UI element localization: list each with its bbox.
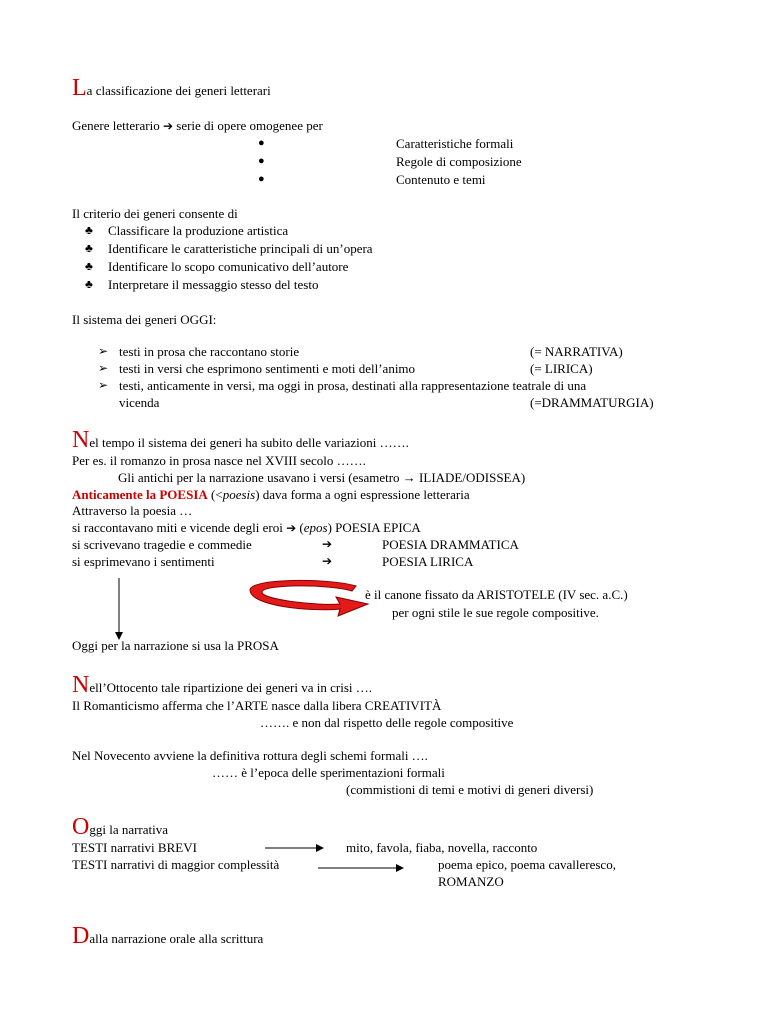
text-line: ……. e non dal rispetto delle regole compositive <box>260 715 514 730</box>
arrow-bullet-icon: ➢ <box>98 361 109 375</box>
genre-label: Genere letterario <box>72 118 160 133</box>
heading-text: a classificazione dei generi letterari <box>86 83 271 98</box>
list-item: testi in prosa che raccontano storie <box>119 344 300 359</box>
text-line: Nel Novecento avviene la definitiva rottura degli schemi formali …. <box>72 748 428 763</box>
text-line: poema epico, poema cavalleresco, <box>438 857 616 872</box>
right-arrow-icon: ➔ <box>162 119 174 133</box>
highlight-text: Anticamente la POESIA <box>72 487 208 502</box>
genre-tag: (=DRAMMATURGIA) <box>530 395 654 410</box>
text-fragment: (< <box>211 487 223 502</box>
text-line: Oggi per la narrazione si usa la PROSA <box>72 638 279 653</box>
genre-tag: (= LIRICA) <box>530 361 593 376</box>
text-line: POESIA LIRICA <box>382 554 474 569</box>
list-item: testi in versi che esprimono sentimenti e moti dell’animo <box>119 361 416 376</box>
right-arrow-icon: ➔ <box>322 554 333 568</box>
italic-term: poesis <box>222 487 256 502</box>
text-line: (commistioni di temi e motivi di generi diversi) <box>346 782 594 797</box>
club-bullet-icon: ♣ <box>85 259 93 273</box>
genre-definition: serie di opere omogenee per <box>176 118 323 133</box>
drop-cap: N <box>72 427 90 453</box>
list-item: Caratteristiche formali <box>396 136 514 151</box>
drop-cap: D <box>72 923 90 949</box>
text-line: mito, favola, fiaba, novella, racconto <box>346 840 538 855</box>
list-item-continuation: vicenda <box>119 395 160 410</box>
text-line: è il canone fissato da ARISTOTELE (IV sec. a.C.) <box>365 587 628 602</box>
club-bullet-icon: ♣ <box>85 241 93 255</box>
club-bullet-icon: ♣ <box>85 223 93 237</box>
arrow-bullet-icon: ➢ <box>98 378 109 392</box>
list-item: Identificare lo scopo comunicativo dell’autore <box>108 259 349 274</box>
bullet-dot-icon: ● <box>258 137 265 149</box>
text-line: per ogni stile le sue regole compositive. <box>392 605 599 620</box>
text-line: TESTI narrativi BREVI <box>72 840 197 855</box>
drop-cap: O <box>72 814 90 840</box>
system-intro: Il sistema dei generi OGGI: <box>72 312 217 327</box>
text-line: Attraverso la poesia … <box>72 503 193 518</box>
right-arrow-icon: ➔ <box>286 521 297 535</box>
italic-term: epos <box>303 520 328 535</box>
right-arrow-icon: ➔ <box>322 537 333 551</box>
text-line: TESTI narrativi di maggior complessità <box>72 857 280 872</box>
section-heading-scrittura <box>72 924 263 951</box>
bullet-dot-icon: ● <box>258 155 265 167</box>
section-heading-ottocento <box>72 673 372 700</box>
heading-text: ggi la narrativa <box>89 822 169 837</box>
list-item: Contenuto e temi <box>396 172 486 187</box>
list-item: Classificare la produzione artistica <box>108 223 289 238</box>
list-item: Identificare le caratteristiche principali di un’opera <box>108 241 373 256</box>
arrow-bullet-icon: ➢ <box>98 344 109 358</box>
text-line: si esprimevano i sentimenti <box>72 554 215 569</box>
text-line: si scrivevano tragedie e commedie <box>72 537 252 552</box>
text-line: Gli antichi per la narrazione usavano i versi (esametro → ILIADE/ODISSEA) <box>118 470 526 485</box>
list-item: Regole di composizione <box>396 154 522 169</box>
genre-tag: (= NARRATIVA) <box>530 344 623 359</box>
text-line: ROMANZO <box>438 874 504 889</box>
text-fragment: si raccontavano miti e vicende degli eroi <box>72 520 283 535</box>
curved-red-arrow-icon <box>250 580 368 616</box>
text-line: …… è l’epoca delle sperimentazioni formali <box>212 765 445 780</box>
heading-text: alla narrazione orale alla scrittura <box>89 931 264 946</box>
criterion-intro: Il criterio dei generi consente di <box>72 206 238 221</box>
text-fragment: ) POESIA EPICA <box>327 520 421 535</box>
club-bullet-icon: ♣ <box>85 277 93 291</box>
bullet-dot-icon: ● <box>258 173 265 185</box>
drop-cap: L <box>72 75 87 101</box>
heading-text: ell’Ottocento tale ripartizione dei generi va in crisi …. <box>89 680 372 695</box>
text-fragment: ( <box>299 520 304 535</box>
text-line: POESIA DRAMMATICA <box>382 537 519 552</box>
section-heading-narrativa <box>72 815 168 842</box>
list-item: Interpretare il messaggio stesso del testo <box>108 277 319 292</box>
list-item: testi, anticamente in versi, ma oggi in prosa, destinati alla rappresentazione teatrale di una <box>119 378 587 393</box>
heading-text: el tempo il sistema dei generi ha subito delle variazioni ……. <box>89 435 409 450</box>
text-line: Il Romanticismo afferma che l’ARTE nasce dalla libera CREATIVITÀ <box>72 698 442 713</box>
text-line: Per es. il romanzo in prosa nasce nel XVIII secolo ……. <box>72 453 366 468</box>
drop-cap: N <box>72 672 90 698</box>
text-fragment: ) dava forma a ogni espressione letteraria <box>255 487 470 502</box>
